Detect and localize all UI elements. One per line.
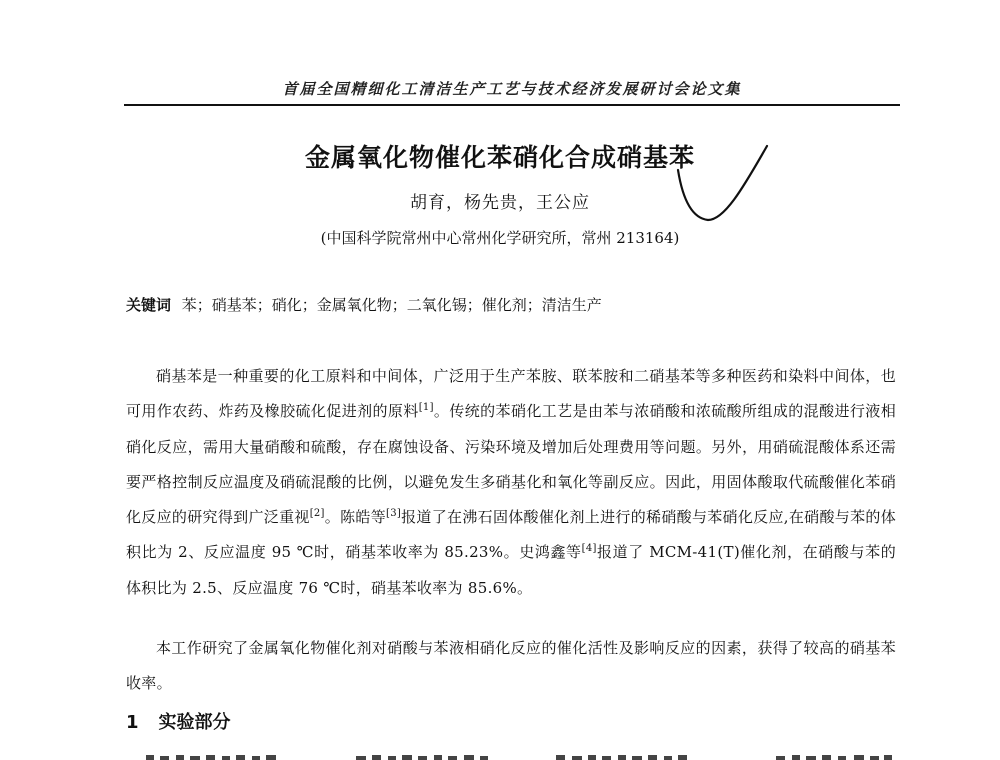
keywords-label: 关键词 xyxy=(126,296,172,314)
running-head: 首届全国精细化工清洁生产工艺与技术经济发展研讨会论文集 xyxy=(282,80,742,98)
paper-title: 金属氧化物催化苯硝化合成硝基苯 xyxy=(304,143,695,172)
section-title: 实验部分 xyxy=(158,712,231,733)
para1-text-3: 。陈皓等 xyxy=(324,508,387,527)
handwritten-check-mark xyxy=(672,140,772,226)
section-number: 1 xyxy=(126,712,139,733)
cut-off-text-line xyxy=(126,750,896,760)
affiliation: (中国科学院常州中心常州化学研究所，常州 213164) xyxy=(320,229,680,247)
para1-text-2: 。传统的苯硝化工艺是由苯与浓硝酸和浓硫酸所组成的混酸进行液相硝化反应，需用大量硝酸和硫酸，存在腐蚀设备、污染环境及增加后处理费用等问题。另外，用硝硫混酸体系还需要严格控制反应温度及硝硫混酸的比例，以避免发生多硝基化和氧化等副反应。因此，用固体酸取代硫酸催化苯硝化反应的研究得到广泛重视 xyxy=(126,402,897,527)
intro-paragraph-2: 本工作研究了金属氧化物催化剂对硝酸与苯液相硝化反应的催化活性及影响反应的因素，获得了较高的硝基苯收率。 xyxy=(126,639,896,693)
header-rule xyxy=(124,104,900,106)
keywords-line xyxy=(126,294,602,315)
keywords-text: 苯；硝基苯；硝化；金属氧化物；二氧化锡；催化剂；清洁生产 xyxy=(181,296,602,314)
para1-text-5: 报道了 MCM-41(T)催化剂，在硝酸与苯的体积比为 2.5、反应温度 76 ℃时，硝基苯收率为 85.6%。 xyxy=(126,543,896,597)
section-heading xyxy=(126,708,231,734)
intro-paragraph-1 xyxy=(126,359,896,606)
para1-text-1: 硝基苯是一种重要的化工原料和中间体，广泛用于生产苯胺、联苯胺和二硝基苯等多种医药和染料中间体，也可用作农药、炸药及橡胶硫化促进剂的原料 xyxy=(126,367,896,421)
para1-text-4: 报道了在沸石固体酸催化剂上进行的稀硝酸与苯硝化反应,在硝酸与苯的体积比为 2、反应温度 95 ℃时，硝基苯收率为 85.23%。史鸿鑫等 xyxy=(126,508,897,562)
citation-1: [1] xyxy=(418,402,434,414)
citation-2: [2] xyxy=(309,508,325,520)
authors: 胡育，杨先贵，王公应 xyxy=(410,193,590,213)
citation-3: [3] xyxy=(386,508,402,520)
citation-4: [4] xyxy=(581,543,597,555)
